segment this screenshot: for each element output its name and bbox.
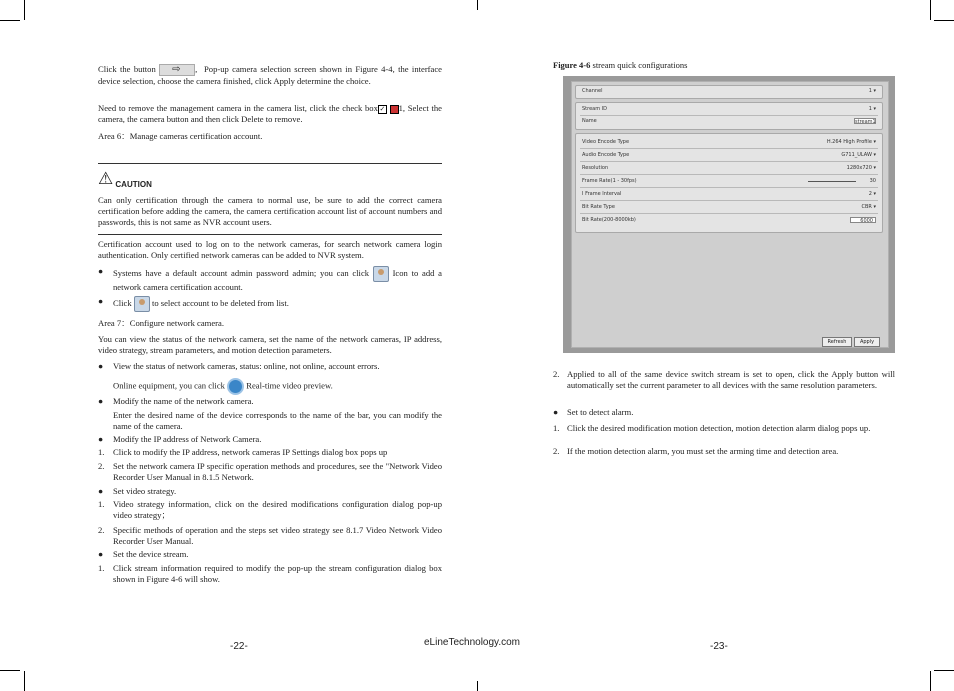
area7-heading: Area 7：Configure network camera.	[98, 318, 224, 328]
page-number-right: -23-	[710, 641, 728, 652]
numbered-item: 2. If the motion detection alarm, you must set the arming time and detection area.	[553, 446, 839, 456]
bit-rate-type-select[interactable]: CBR ▾	[861, 204, 876, 210]
crop-mark	[934, 20, 954, 21]
bit-rate-input[interactable]: 6000	[850, 217, 876, 223]
checkbox-icon: ✓	[379, 104, 386, 113]
channel-group	[575, 85, 883, 99]
crop-mark	[930, 671, 931, 691]
caution-top-rule	[98, 163, 442, 164]
resolution-row: Resolution 1280x720 ▾	[580, 163, 878, 175]
channel-select[interactable]: 1 ▾	[868, 88, 876, 94]
paragraph-click-button: Click the button ⇨ , Pop-up camera selection screen shown in Figure 4-4, the interface device selection, choose the camera finished, click Apply determine the choice.	[98, 64, 442, 87]
list-item: ● Set video strategy.	[98, 486, 177, 496]
i-frame-select[interactable]: 2 ▾	[868, 191, 876, 197]
video-encode-select[interactable]: H.264 High Profile ▾	[826, 139, 876, 145]
apply-button[interactable]: Apply	[854, 337, 880, 347]
numbered-item: 1. Video strategy information, click on the desired modifications configuration dialog pop-up video strategy；	[98, 499, 442, 521]
resolution-select[interactable]: 1280x720 ▾	[846, 165, 876, 171]
sub-paragraph: Enter the desired name of the device corresponds to the name of the bar, you can modify the name of the camera.	[113, 410, 442, 432]
crop-mark	[930, 0, 931, 20]
crop-mark	[477, 681, 478, 691]
list-item: ● Systems have a default account admin password admin; you can click Icon to add a network camera certification account.	[98, 266, 442, 292]
caution-title: CAUTION	[115, 180, 152, 189]
caution-header	[98, 171, 442, 188]
list-item: ● Set to detect alarm.	[553, 407, 634, 417]
stream-config-dialog	[571, 81, 889, 348]
numbered-item: 1. Click the desired modification motion detection, motion detection alarm dialog pops up.	[553, 423, 871, 433]
preview-icon	[227, 378, 244, 395]
caution-text: Can only certification through the camera to normal use, be sure to add the correct camera certification before adding the camera, the camera certification account list of account numbers and passwords, this is not same as NVR account users.	[98, 195, 442, 228]
online-paragraph: Online equipment, you can click Real-time video preview.	[98, 378, 442, 395]
crop-mark	[934, 670, 954, 671]
stream-group	[575, 102, 883, 130]
encode-group	[575, 133, 883, 233]
numbered-item: 2. Applied to all of the same device switch stream is set to open, click the Apply button will automatically set the current parameter to all devices with the same resolution parameters.	[553, 369, 895, 391]
add-account-icon	[373, 266, 389, 282]
list-item: ● Set the device stream.	[98, 549, 189, 559]
crop-mark	[477, 0, 478, 10]
view-paragraph: You can view the status of the network camera, set the name of the network cameras, IP address, video strategy, stream parameters, and motion detection parameters.	[98, 334, 442, 356]
crop-mark	[24, 0, 25, 20]
numbered-item: 1. Click stream information required to modify the pop-up the stream configuration dialog box shown in Figure 4-6 will show.	[98, 563, 442, 585]
area6-heading: Area 6：Manage cameras certification account.	[98, 131, 263, 141]
name-input[interactable]: stream1	[855, 119, 876, 125]
refresh-button[interactable]: Refresh	[822, 337, 852, 347]
name-row: Name stream1	[582, 118, 876, 125]
crop-mark	[0, 670, 20, 671]
list-item: ● Modify the name of the network camera.	[98, 396, 254, 406]
delete-icon	[390, 105, 399, 114]
crop-mark	[24, 671, 25, 691]
arrow-button-icon: ⇨	[159, 64, 195, 76]
bit-rate-type-row: Bit Rate Type CBR ▾	[580, 202, 878, 214]
frame-rate-row: Frame Rate(1 - 30fps) 30	[580, 176, 878, 188]
numbered-item: 2. Set the network camera IP specific operation methods and procedures, see the "Network Video Recorder User Manual in 8.1.5 Network.	[98, 461, 442, 483]
numbered-item: 2. Specific methods of operation and the steps set video strategy see 8.1.7 Video Network Video Recorder User Manual.	[98, 525, 442, 547]
stream-id-select[interactable]: 1 ▾	[868, 106, 876, 112]
list-item: ● View the status of network cameras, status: online, not online, account errors.	[98, 361, 380, 371]
caution-bottom-rule	[98, 234, 442, 235]
channel-row: Channel 1 ▾	[580, 86, 878, 97]
delete-account-icon	[134, 296, 150, 312]
audio-encode-select[interactable]: G711_ULAW ▾	[841, 152, 876, 158]
warning-icon: ⚠	[98, 169, 114, 189]
video-encode-row: Video Encode Type H.264 High Profile ▾	[580, 137, 878, 149]
figure-caption: Figure 4-6 stream quick configurations	[553, 60, 688, 70]
crop-mark	[0, 20, 20, 21]
list-item: ● Modify the IP address of Network Camera.	[98, 434, 262, 444]
stream-id-row: Stream ID 1 ▾	[580, 104, 878, 116]
paragraph-remove-camera: Need to remove the management camera in the camera list, click the check box ✓ 1, Select the camera, the camera button and then click Delete to remove.	[98, 103, 442, 125]
i-frame-row: I Frame Interval 2 ▾	[580, 189, 878, 201]
numbered-item: 1. Click to modify the IP address, network cameras IP Settings dialog box pops up	[98, 447, 388, 457]
list-item: ● Click to select account to be deleted from list.	[98, 296, 442, 312]
frame-rate-slider[interactable]	[808, 181, 856, 182]
site-footer: eLineTechnology.com	[424, 637, 520, 648]
audio-encode-row: Audio Encode Type G711_ULAW ▾	[580, 150, 878, 162]
stream-config-screenshot	[563, 76, 895, 353]
cert-paragraph: Certification account used to log on to the network cameras, for search network camera login authentication. Only certified network cameras can be added to NVR system.	[98, 239, 442, 261]
bit-rate-row: Bit Rate(200-8000kb) 6000	[580, 215, 878, 226]
page-number-left: -22-	[230, 641, 248, 652]
